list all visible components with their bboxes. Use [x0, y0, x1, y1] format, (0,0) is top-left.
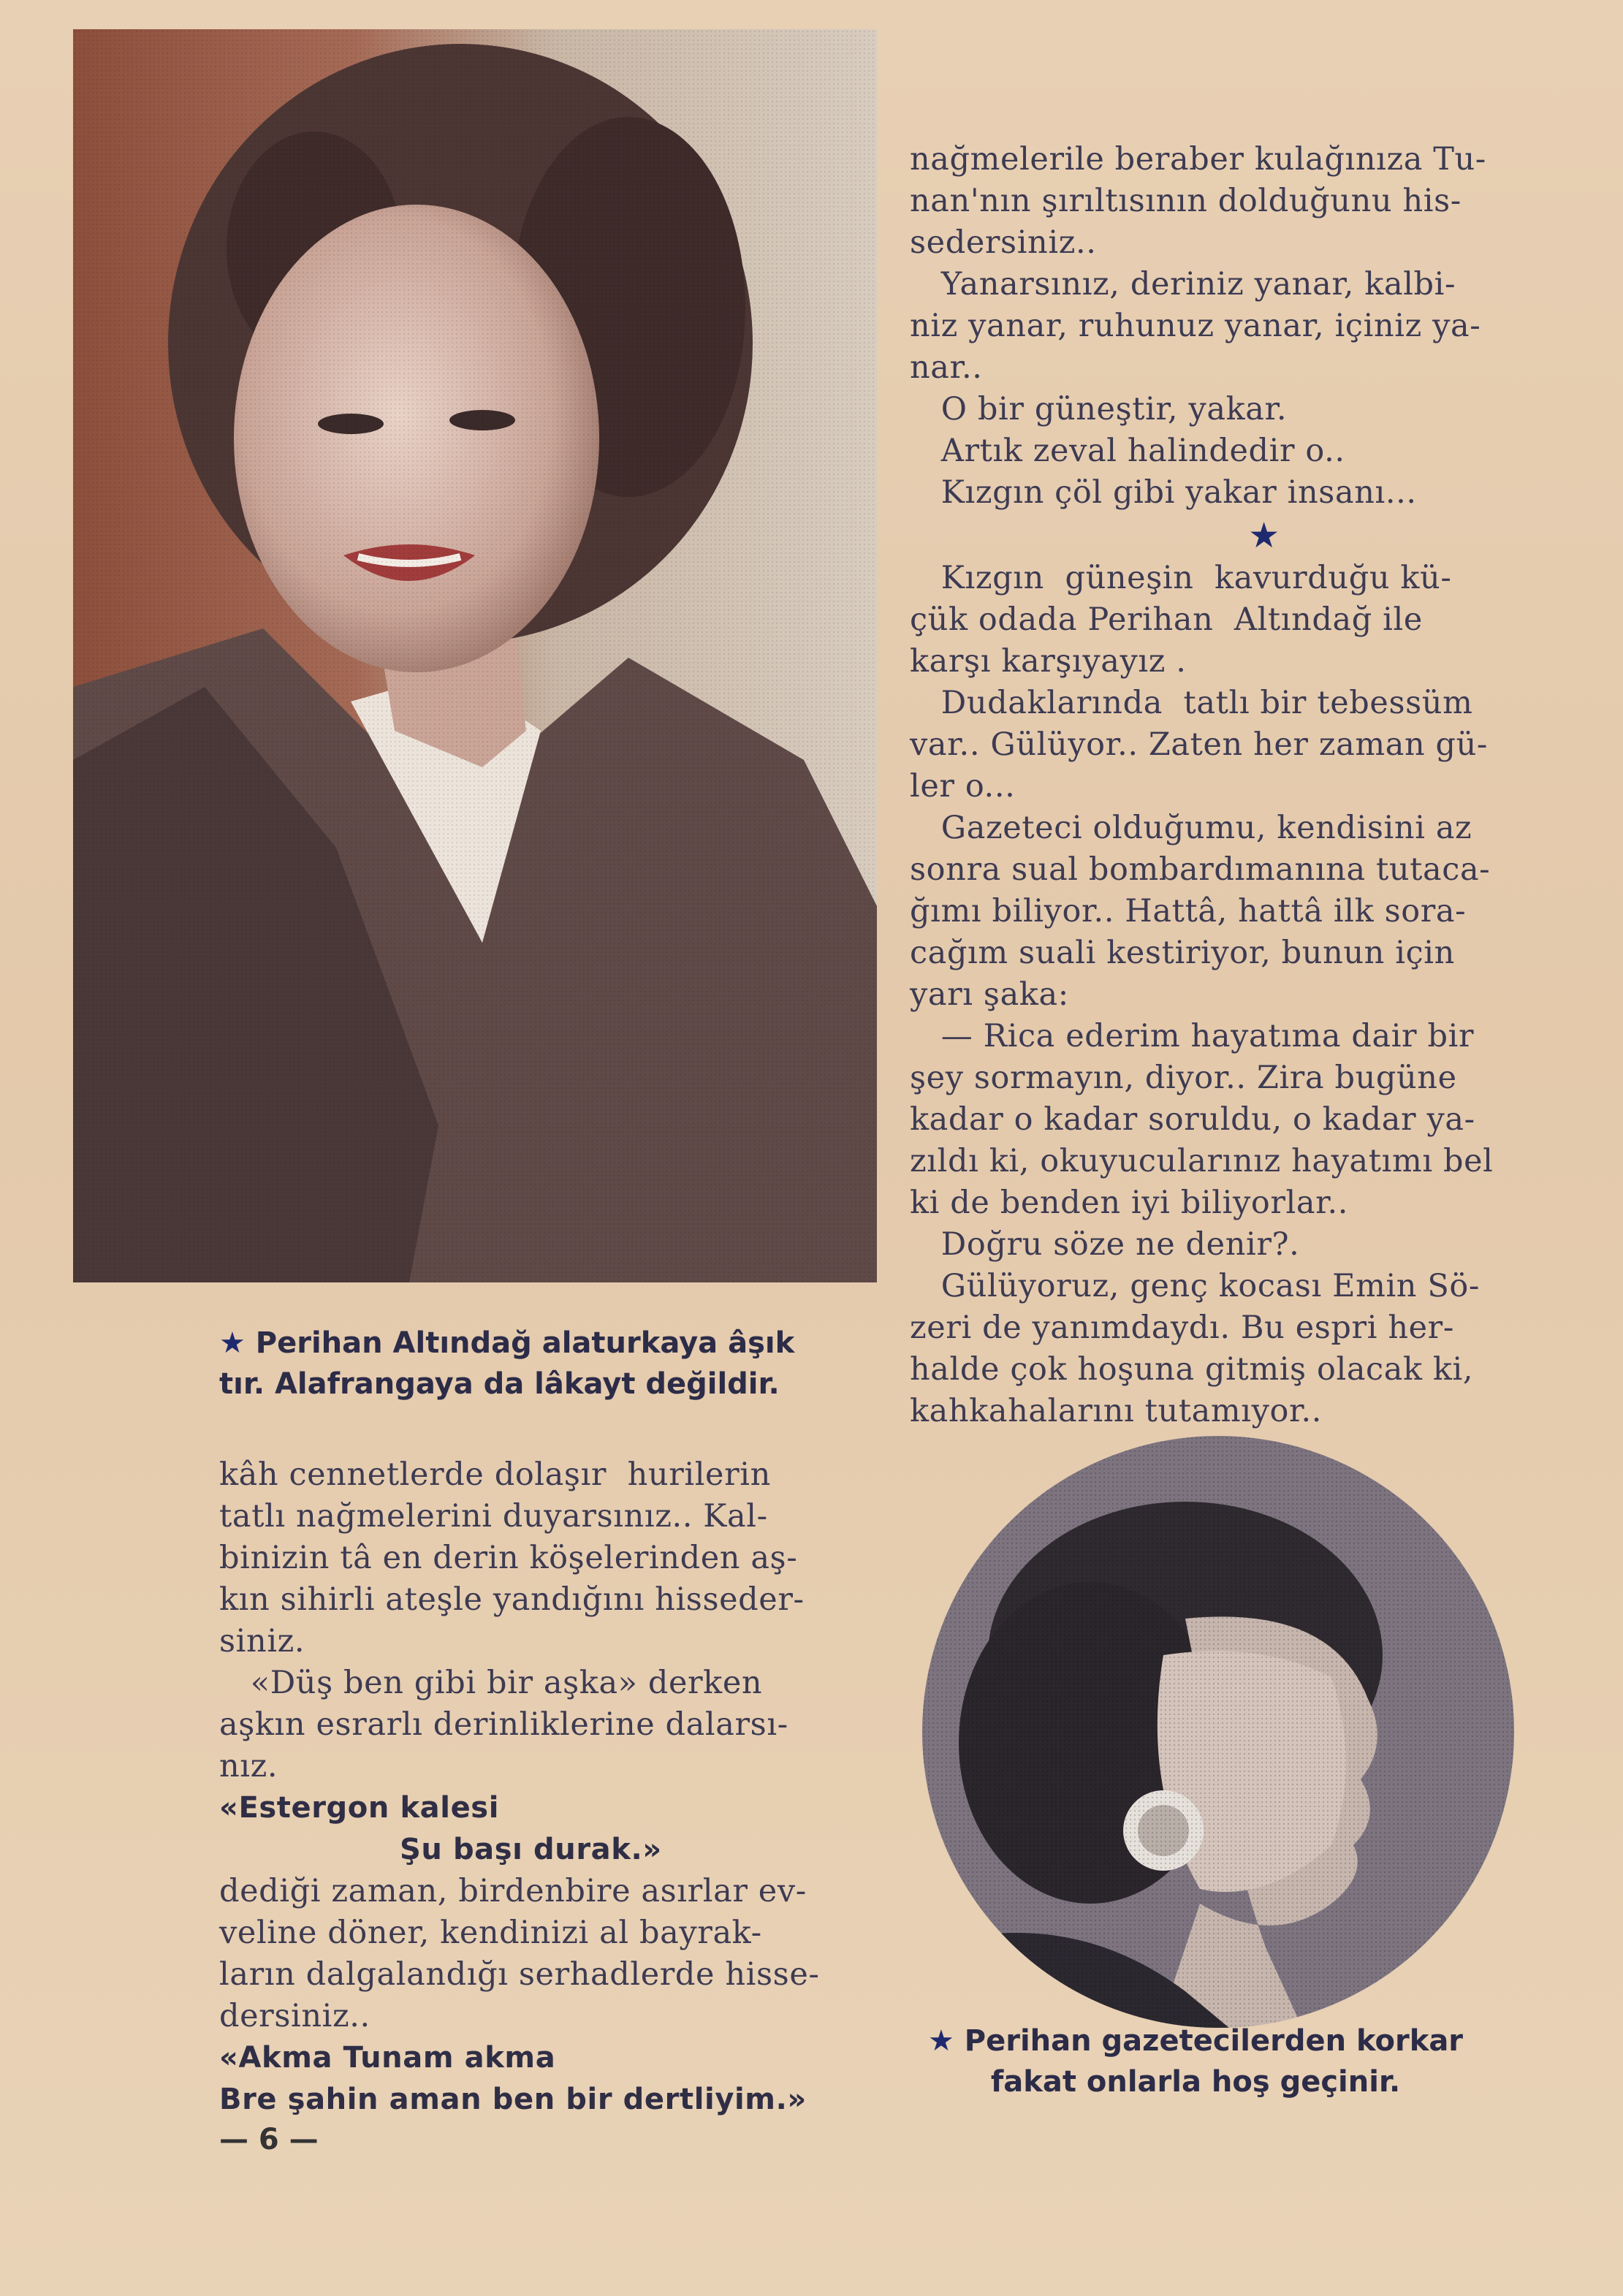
text-line: Dudaklarında tatlı bir tebessüm	[910, 685, 1473, 721]
text-line: kın sihirli ateşle yandığını hisseder-	[219, 1581, 805, 1618]
page-number: — 6 —	[219, 2123, 319, 2156]
text-line: Gülüyoruz, genç kocası Emin Sö-	[910, 1268, 1481, 1304]
text-line: nız.	[219, 1748, 278, 1784]
text-line: Yanarsınız, deriniz yanar, kalbi-	[910, 266, 1456, 303]
text-line: «Düş ben gibi bir aşka» derken	[219, 1665, 763, 1701]
text-line: tatlı nağmelerini duyarsınız.. Kal-	[219, 1498, 768, 1535]
quote-line: Bre şahin aman ben bir dertliyim.»	[219, 2083, 807, 2116]
text-line: veline döner, kendinizi al bayrak-	[219, 1915, 762, 1951]
article-right-column	[910, 139, 1553, 1432]
text-line: Kızgın güneşin kavurduğu kü-	[910, 560, 1452, 596]
star-icon: ★	[219, 1326, 246, 1360]
section-star-icon: ★	[1248, 515, 1280, 556]
text-line: niz yanar, ruhunuz yanar, içiniz ya-	[910, 308, 1481, 344]
text-line: kadar o kadar soruldu, o kadar ya-	[910, 1101, 1475, 1138]
photo-caption-round	[928, 2021, 1463, 2102]
text-line: Doğru söze ne denir?.	[910, 1226, 1300, 1263]
text-line: zıldı ki, okuyucularınız hayatımı bel	[910, 1143, 1494, 1179]
star-icon: ★	[928, 2024, 954, 2058]
photo-caption-main	[219, 1323, 794, 1404]
text-line: Artık zeval halindedir o..	[910, 433, 1345, 469]
text-line: zeri de yanımdaydı. Bu espri her-	[910, 1309, 1454, 1346]
caption-round-line-1: Perihan gazetecilerden korkar	[954, 2024, 1464, 2058]
text-line: nağmelerile beraber kulağınıza Tu-	[910, 141, 1486, 178]
text-line: ğımı biliyor.. Hattâ, hattâ ilk sora-	[910, 893, 1467, 930]
text-line: cağım suali kestiriyor, bunun için	[910, 935, 1455, 971]
text-line: Kızgın çöl gibi yakar insanı...	[910, 474, 1417, 511]
text-line: — Rica ederim hayatıma dair bir	[910, 1018, 1475, 1054]
text-line: aşkın esrarlı derinliklerine dalarsı-	[219, 1706, 788, 1743]
quote-line: Şu başı durak.»	[219, 1833, 662, 1866]
text-line: Gazeteci olduğumu, kendisini az	[910, 810, 1472, 846]
text-line: karşı karşıyayız .	[910, 643, 1187, 680]
text-line: ler o...	[910, 768, 1016, 805]
text-line: şey sormayın, diyor.. Zira bugüne	[910, 1060, 1457, 1096]
caption-main-line-2: tır. Alafrangaya da lâkayt değildir.	[219, 1367, 780, 1401]
text-line: var.. Gülüyor.. Zaten her zaman gü-	[910, 726, 1489, 763]
text-line: sonra sual bombardımanına tutaca-	[910, 851, 1491, 888]
quote-line: «Estergon kalesi	[219, 1791, 500, 1825]
text-line: binizin tâ en derin köşelerinden aş-	[219, 1540, 798, 1576]
text-line: çük odada Perihan Altındağ ile	[910, 601, 1423, 638]
text-line: yarı şaka:	[910, 976, 1069, 1013]
text-line: ki de benden iyi biliyorlar..	[910, 1185, 1349, 1221]
text-line: ların dalgalandığı serhadlerde hisse-	[219, 1956, 820, 1993]
text-line: dersiniz..	[219, 1998, 370, 2034]
quote-line: «Akma Tunam akma	[219, 2041, 556, 2075]
text-line: O bir güneştir, yakar.	[910, 391, 1288, 427]
text-line: nan'nın şırıltısının dolduğunu his-	[910, 183, 1462, 219]
text-line: siniz.	[219, 1623, 305, 1660]
text-line: nar..	[910, 349, 983, 386]
text-line: kahkahalarını tutamıyor..	[910, 1393, 1322, 1429]
caption-round-line-2: fakat onlarla hoş geçinir.	[990, 2065, 1401, 2099]
text-line: kâh cennetlerde dolaşır hurilerin	[219, 1456, 771, 1493]
caption-main-line-1: Perihan Altındağ alaturkaya âşık	[245, 1326, 795, 1360]
article-left-column	[219, 1454, 877, 2121]
text-line: sedersiniz..	[910, 224, 1097, 261]
text-line: halde çok hoşuna gitmiş olacak ki,	[910, 1351, 1474, 1388]
portrait-photo	[73, 29, 877, 1282]
text-line: dediği zaman, birdenbire asırlar ev-	[219, 1873, 807, 1909]
profile-photo-round	[922, 1436, 1514, 2028]
